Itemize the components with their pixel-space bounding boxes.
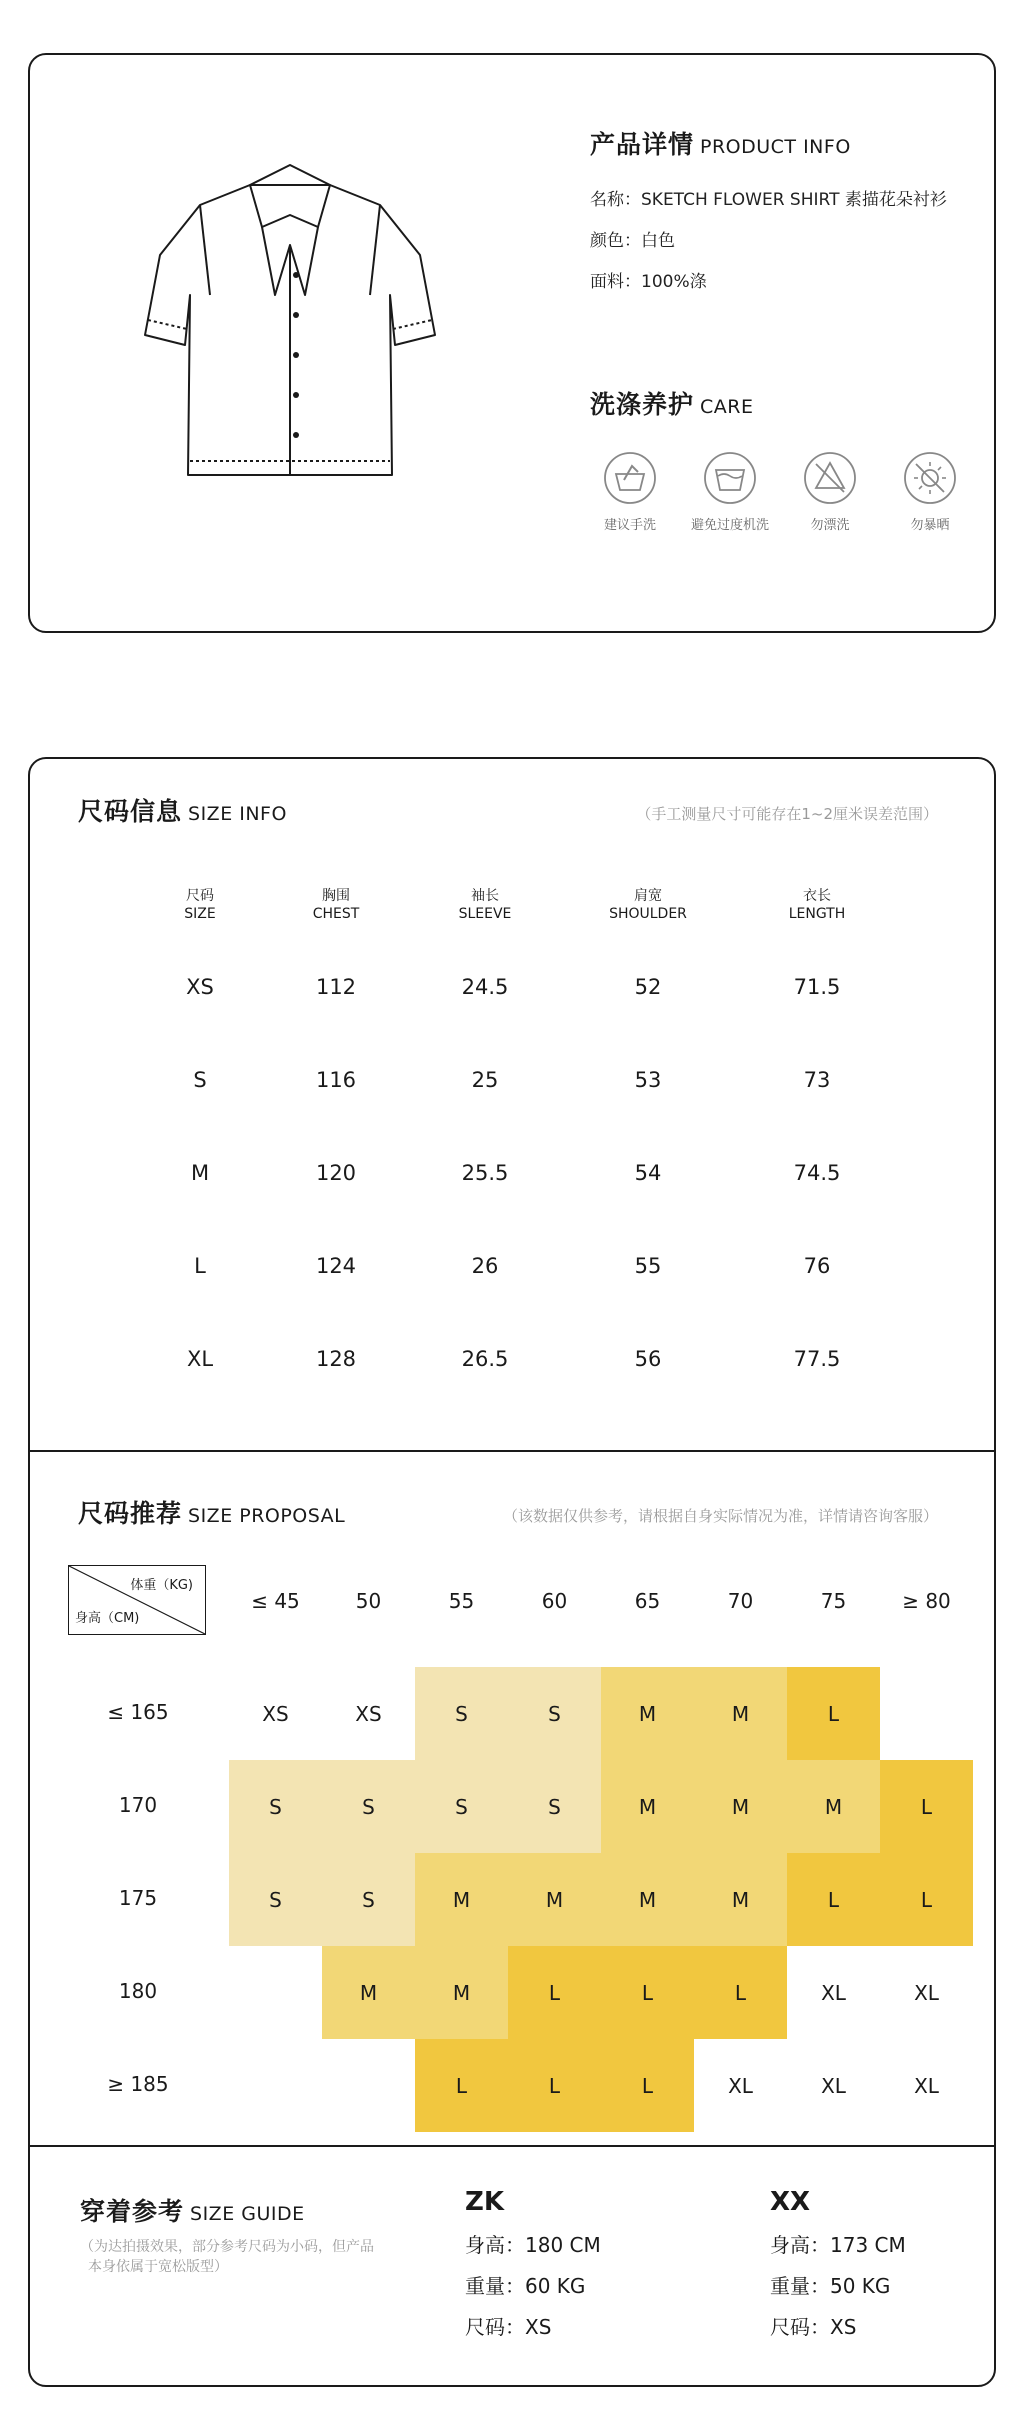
model-weight: 重量：50 KG — [770, 2274, 891, 2298]
care-label: 建议手洗 — [603, 518, 656, 533]
size-proposal-cell: M — [694, 1760, 787, 1853]
size-guide-note — [80, 2237, 374, 2277]
size-table-cell: 76 — [803, 1254, 831, 1278]
care-title-en: CARE — [700, 396, 754, 418]
size-table-cell: 26 — [471, 1254, 499, 1278]
size-proposal-cell: S — [322, 1853, 415, 1946]
size-table-cell: 56 — [634, 1347, 662, 1371]
care-title-cn: 洗涤养护 — [590, 390, 695, 419]
size-proposal-cell: L — [601, 1946, 694, 2039]
size-guide-note-line: （为达拍摄效果，部分参考尺码为小码，但产品 — [80, 2239, 374, 2255]
section-divider — [30, 1450, 994, 1452]
size-table-header — [747, 887, 887, 923]
model-height: 身高：180 CM — [465, 2233, 601, 2257]
care-item-hand-wash — [580, 450, 680, 533]
size-table-cell: S — [193, 1068, 207, 1092]
size-card — [28, 757, 996, 2387]
care-heading — [590, 385, 754, 421]
size-table-header — [415, 887, 555, 923]
header-en: SLEEVE — [458, 906, 512, 922]
product-title-en: PRODUCT INFO — [700, 136, 851, 158]
care-label: 勿暴晒 — [910, 518, 950, 533]
size-table-cell: 55 — [634, 1254, 662, 1278]
size-table-header — [130, 887, 270, 923]
size-guide-heading — [80, 2192, 305, 2228]
size-table-cell: 53 — [634, 1068, 662, 1092]
model-size: 尺码：XS — [465, 2315, 552, 2339]
size-table-cell: M — [190, 1161, 210, 1185]
care-icons — [580, 450, 980, 540]
header-en: SHOULDER — [609, 906, 687, 922]
size-info-note: （手工测量尺寸可能存在1~2厘米误差范围） — [636, 805, 938, 823]
care-item-no-bleach — [780, 450, 880, 533]
model-size: 尺码：XS — [770, 2315, 857, 2339]
no-tumble-dry-icon — [702, 450, 758, 506]
size-proposal-cell: L — [880, 1853, 973, 1946]
size-proposal-cell — [229, 1946, 322, 2039]
section-divider — [30, 2145, 994, 2147]
size-proposal-cell: L — [880, 1760, 973, 1853]
product-info-card — [28, 53, 996, 633]
header-cn: 袖长 — [471, 888, 499, 904]
size-proposal-note: （该数据仅供参考，请根据自身实际情况为准，详情请咨询客服） — [502, 1507, 938, 1525]
size-table-cell: 128 — [315, 1347, 357, 1371]
size-table-cell: 116 — [315, 1068, 357, 1092]
weight-label: 体重（KG) — [130, 1578, 193, 1593]
size-proposal-heading — [78, 1494, 345, 1530]
weight-header: ≤ 45 — [251, 1589, 300, 1613]
size-proposal-cell: M — [694, 1667, 787, 1760]
size-proposal-cell: L — [694, 1946, 787, 2039]
weight-header: 60 — [541, 1589, 568, 1613]
size-proposal-cell: XL — [787, 1946, 880, 2039]
size-proposal-cell — [229, 2039, 322, 2132]
height-header: ≥ 185 — [107, 2072, 169, 2096]
size-proposal-cell: M — [322, 1946, 415, 2039]
size-table-cell: L — [194, 1254, 206, 1278]
size-table-cell: 24.5 — [461, 975, 509, 999]
size-proposal-cell: L — [601, 2039, 694, 2132]
size-table-cell: 112 — [315, 975, 357, 999]
size-proposal-cell: XS — [229, 1667, 322, 1760]
size-proposal-cell: XL — [880, 2039, 973, 2132]
no-bleach-icon — [802, 450, 858, 506]
size-proposal-cell: M — [415, 1853, 508, 1946]
size-proposal-cell: XS — [322, 1667, 415, 1760]
size-proposal-cell: XL — [787, 2039, 880, 2132]
height-header: 175 — [118, 1886, 158, 1910]
header-en: LENGTH — [788, 906, 846, 922]
no-sun-dry-icon — [902, 450, 958, 506]
size-proposal-cell: S — [229, 1760, 322, 1853]
size-table-cell: 120 — [315, 1161, 357, 1185]
weight-header: 50 — [355, 1589, 382, 1613]
size-info-title-cn: 尺码信息 — [78, 797, 183, 826]
size-proposal-cell — [322, 2039, 415, 2132]
size-proposal-cell: L — [508, 1946, 601, 2039]
size-proposal-cell: M — [694, 1853, 787, 1946]
product-name-line: 名称：SKETCH FLOWER SHIRT 素描花朵衬衫 — [590, 190, 947, 210]
model-height: 身高：173 CM — [770, 2233, 906, 2257]
size-table-cell: 124 — [315, 1254, 357, 1278]
size-proposal-cell: M — [508, 1853, 601, 1946]
size-proposal-cell: M — [601, 1853, 694, 1946]
weight-header: 65 — [634, 1589, 661, 1613]
header-cn: 尺码 — [186, 888, 214, 904]
size-table-cell: 77.5 — [793, 1347, 841, 1371]
size-proposal-cell: XL — [880, 1946, 973, 2039]
size-proposal-cell: L — [787, 1667, 880, 1760]
size-proposal-cell: S — [508, 1760, 601, 1853]
size-table-cell: 54 — [634, 1161, 662, 1185]
product-heading — [590, 125, 990, 161]
model-name: XX — [770, 2187, 811, 2217]
header-en: SIZE — [184, 906, 216, 922]
size-guide-title-cn: 穿着参考 — [80, 2197, 185, 2226]
header-en: CHEST — [312, 906, 360, 922]
care-label: 避免过度机洗 — [690, 518, 769, 533]
size-guide-title-en: SIZE GUIDE — [190, 2203, 305, 2225]
weight-height-legend — [68, 1565, 206, 1635]
size-proposal-title-en: SIZE PROPOSAL — [188, 1505, 346, 1527]
size-proposal-cell: S — [415, 1667, 508, 1760]
header-cn: 肩宽 — [634, 888, 662, 904]
size-proposal-cell: XL — [694, 2039, 787, 2132]
size-proposal-title-cn: 尺码推荐 — [78, 1499, 183, 1528]
size-proposal-cell: M — [787, 1760, 880, 1853]
product-title-cn: 产品详情 — [590, 130, 695, 159]
size-table-cell: 71.5 — [793, 975, 841, 999]
weight-header: 70 — [727, 1589, 754, 1613]
model-weight: 重量：60 KG — [465, 2274, 586, 2298]
size-table-cell: 25.5 — [461, 1161, 509, 1185]
product-color-line: 颜色：白色 — [590, 231, 675, 251]
size-table-header — [578, 887, 718, 923]
size-proposal-cell — [880, 1667, 973, 1760]
size-proposal-cell: M — [601, 1760, 694, 1853]
model-xx — [770, 2187, 906, 2340]
size-proposal-cell: S — [229, 1853, 322, 1946]
shirt-sketch-icon — [140, 145, 440, 515]
size-table-header — [266, 887, 406, 923]
height-header: 180 — [118, 1979, 158, 2003]
size-table-cell: 26.5 — [461, 1347, 509, 1371]
size-table-cell: 52 — [634, 975, 662, 999]
size-table-cell: 73 — [803, 1068, 831, 1092]
product-fabric-line: 面料：100%涤 — [590, 272, 707, 292]
weight-header: 75 — [820, 1589, 847, 1613]
size-proposal-cell: M — [601, 1667, 694, 1760]
size-table-cell: 25 — [471, 1068, 499, 1092]
header-cn: 胸围 — [322, 888, 350, 904]
model-zk — [465, 2187, 601, 2340]
size-proposal-cell: S — [415, 1760, 508, 1853]
size-info-heading — [78, 792, 287, 828]
size-proposal-cell: S — [322, 1760, 415, 1853]
hand-wash-icon — [602, 450, 658, 506]
care-item-no-sun-dry — [880, 450, 980, 533]
height-label: 身高（CM) — [75, 1611, 140, 1626]
size-table-cell: XL — [186, 1347, 214, 1371]
size-table-cell: 74.5 — [793, 1161, 841, 1185]
height-header: 170 — [118, 1793, 158, 1817]
size-guide-note-line: 本身依属于宽松版型） — [88, 2259, 228, 2275]
size-info-title-en: SIZE INFO — [188, 803, 287, 825]
size-table-cell: XS — [186, 975, 214, 999]
header-cn: 衣长 — [803, 888, 831, 904]
size-proposal-cell: S — [508, 1667, 601, 1760]
size-proposal-cell: L — [415, 2039, 508, 2132]
product-details — [590, 125, 990, 292]
care-item-no-tumble-dry — [680, 450, 780, 533]
care-label: 勿漂洗 — [810, 518, 850, 533]
size-proposal-cell: M — [415, 1946, 508, 2039]
weight-header: 55 — [448, 1589, 475, 1613]
weight-header: ≥ 80 — [902, 1589, 951, 1613]
size-proposal-cell: L — [787, 1853, 880, 1946]
size-proposal-cell: L — [508, 2039, 601, 2132]
model-name: ZK — [465, 2187, 504, 2217]
height-header: ≤ 165 — [107, 1700, 169, 1724]
